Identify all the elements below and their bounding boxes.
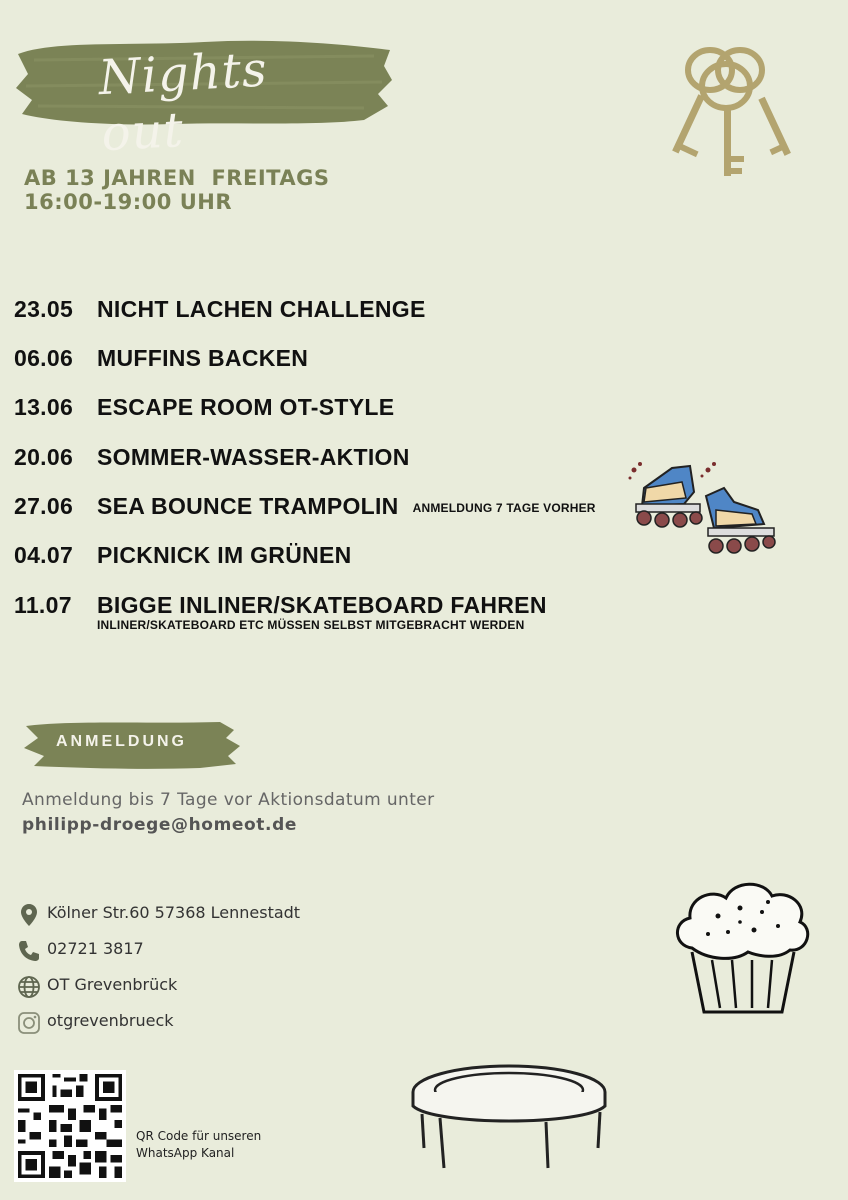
schedule-date: 04.07 [14,542,74,568]
website-text: OT Grevenbrück [47,975,178,994]
schedule-event: NICHT LACHEN CHALLENGE [97,296,426,322]
schedule-row [14,542,634,578]
qr-caption: QR Code für unseren WhatsApp Kanal [136,1129,262,1160]
schedule-date: 13.06 [14,394,74,420]
schedule-date: 20.06 [14,444,74,470]
contact-website [16,972,396,1002]
schedule-event: SOMMER-WASSER-AKTION [97,444,410,470]
phone-icon [16,938,42,964]
phone-text: 02721 3817 [47,939,144,958]
location-pin-icon [16,902,42,928]
registration-text: Anmeldung bis 7 Tage vor Aktionsdatum unter [22,790,435,810]
schedule-event: MUFFINS BACKEN [97,345,309,371]
contact-phone [16,936,396,966]
schedule-row [14,345,634,381]
schedule-row [14,493,634,529]
schedule-row [14,444,634,480]
trampoline-icon [404,1056,614,1176]
inline-skates-icon [624,458,784,562]
registration-email[interactable]: philipp-droege@homeot.de [22,815,297,835]
registration-heading: ANMELDUNG [56,733,187,750]
instagram-text: otgrevenbrueck [47,1011,174,1030]
schedule-event: ESCAPE ROOM OT-STYLE [97,394,395,420]
schedule-date: 23.05 [14,296,74,322]
keys-icon [640,36,810,186]
contact-address [16,900,396,930]
contact-instagram [16,1008,396,1038]
age-and-time [24,166,329,214]
address-text: Kölner Str.60 57368 Lennestadt [47,903,301,922]
globe-icon [16,974,42,1000]
schedule-event: SEA BOUNCE TRAMPOLIN [97,493,399,519]
muffin-icon [668,872,818,1022]
schedule-date: 11.07 [14,592,72,618]
page-title: Nights out [97,41,269,163]
instagram-icon [16,1010,42,1036]
schedule-event-wrap [97,493,596,520]
schedule-event: BIGGE INLINER/SKATEBOARD FAHREN [97,592,547,618]
schedule-note: ANMELDUNG 7 TAGE VORHER [412,501,596,515]
schedule-date: 27.06 [14,493,74,519]
time-line: 16:00-19:00 UHR [24,190,233,214]
schedule-event: PICKNICK IM GRÜNEN [97,542,352,568]
schedule-row [14,296,634,332]
schedule-date: 06.06 [14,345,74,371]
schedule-row [14,592,634,638]
schedule-row [14,394,634,430]
age-line: AB 13 JAHREN FREITAGS [24,166,330,190]
qr-code[interactable] [14,1070,126,1182]
schedule-note: INLINER/SKATEBOARD ETC MÜSSEN SELBST MITGEBRACHT WERDEN [97,618,525,632]
